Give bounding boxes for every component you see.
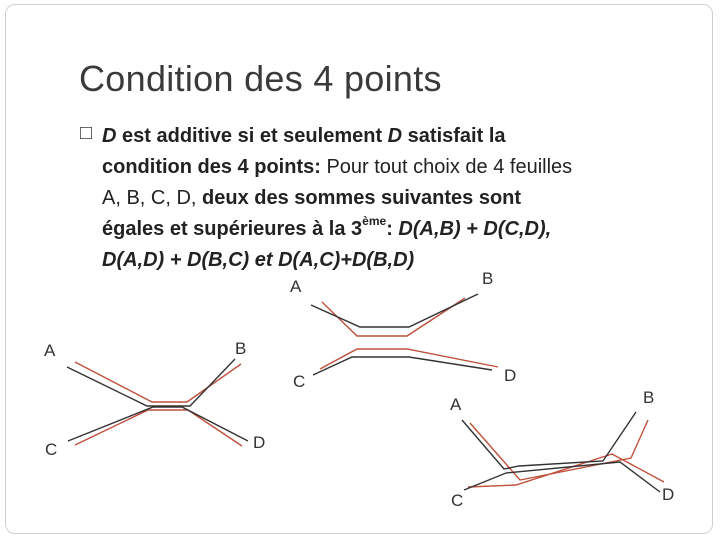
tree-left — [67, 359, 248, 446]
label-d-middle: D — [504, 366, 517, 385]
label-c-middle: C — [293, 372, 306, 391]
text-fragment: A, B, C, D, — [102, 187, 203, 209]
label-c-right: C — [451, 491, 464, 510]
path-black-right — [462, 412, 660, 492]
label-a-right: A — [450, 395, 462, 414]
variable-d: D — [102, 125, 117, 147]
text-fragment: : — [386, 218, 399, 240]
square-bullet-icon: □ — [80, 122, 93, 144]
formula: D(A,D) + D(B,C) et D(A,C)+D(B,D) — [102, 249, 415, 271]
path-black-middle — [311, 294, 492, 375]
text-fragment: égales et supérieures à la 3 — [102, 218, 363, 240]
text-fragment: satisfait la — [402, 125, 506, 147]
text-fragment: condition des 4 points: — [102, 156, 321, 178]
text-fragment: deux des sommes suivantes sont — [202, 187, 522, 209]
label-d-left: D — [253, 433, 266, 452]
path-red-middle — [320, 298, 498, 369]
text-fragment: est additive si et seulement — [116, 125, 388, 147]
label-a-middle: A — [290, 277, 302, 296]
label-d-right: D — [662, 485, 675, 504]
formula: D(A,B) + D(C,D), — [398, 218, 552, 240]
text-fragment: Pour tout choix de 4 feuilles — [320, 156, 573, 178]
slide-title: Condition des 4 points — [79, 58, 442, 99]
path-red-left — [75, 362, 242, 446]
label-b-middle: B — [482, 269, 494, 288]
label-b-left: B — [235, 339, 247, 358]
superscript: ème — [362, 214, 387, 229]
label-a-left: A — [44, 341, 56, 360]
variable-d: D — [387, 125, 403, 147]
label-c-left: C — [45, 440, 58, 459]
tree-right — [462, 412, 664, 492]
tree-middle — [311, 294, 498, 375]
label-b-right: B — [643, 388, 655, 407]
